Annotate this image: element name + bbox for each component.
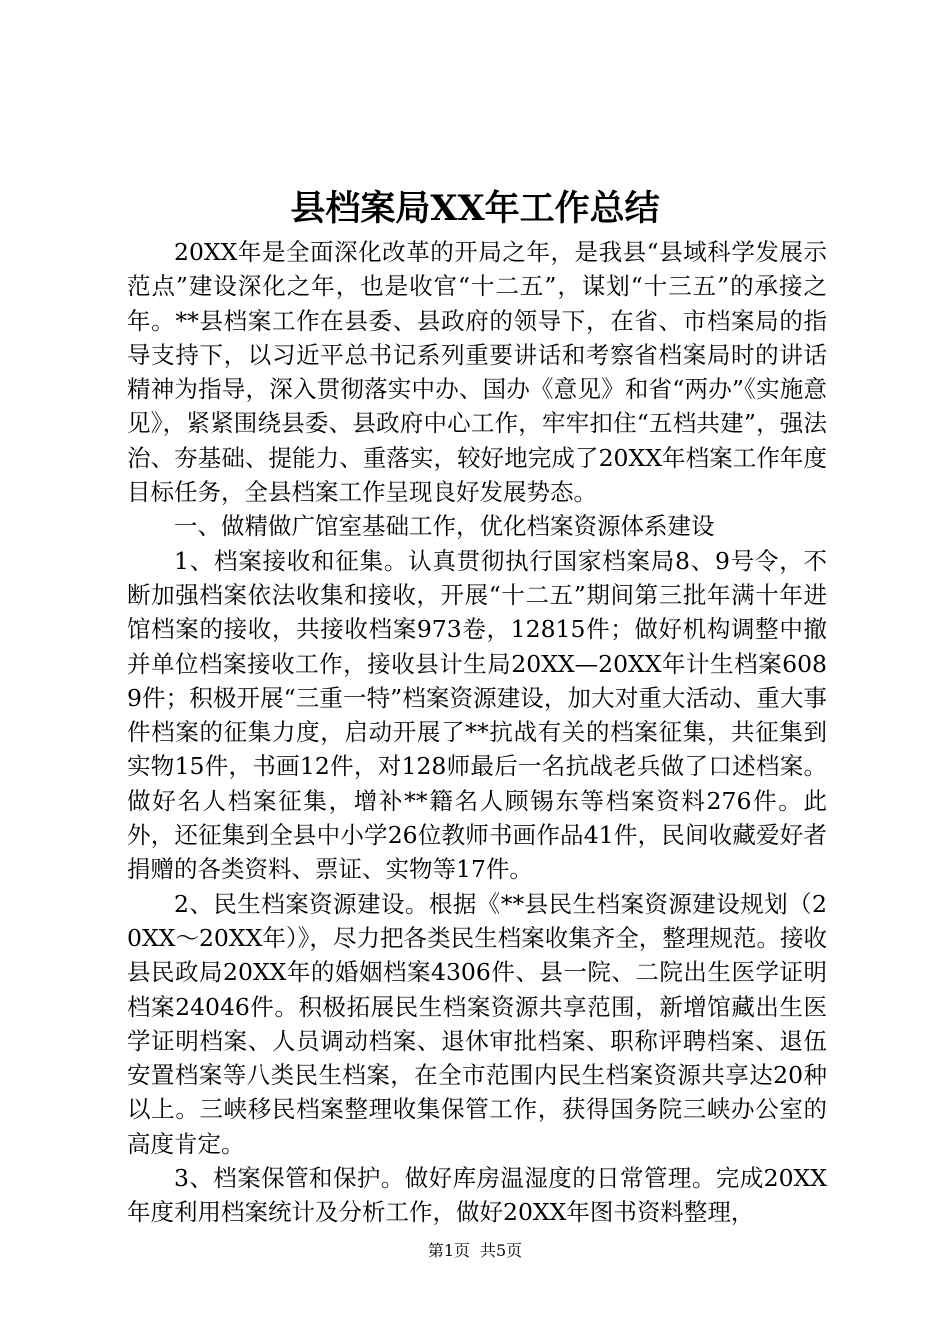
page-total: 共5页 [480, 1241, 523, 1260]
page-number: 第1页 [427, 1241, 470, 1260]
paragraph-archive-storage: 3、档案保管和保护。做好库房温湿度的日常管理。完成20XX年度利用档案统计及分析工作，做好20XX年图书资料整理， [127, 1164, 827, 1227]
section-heading-1: 一、做精做广馆室基础工作，优化档案资源体系建设 [174, 512, 715, 541]
paragraph-livelihood-archives: 2、民生档案资源建设。根据《**县民生档案资源建设规划（20XX～20XX年）》，尽力把各类民生档案收集齐全，整理规范。接收县民政局20XX年的婚姻档案4306件、县一院、二院出生医学证明档案24046件。积极拓展民生档案资源共享范围，新增馆藏出生医学证明档案、人员调动档案、退休审批档案、职称评聘档案、退伍安置档案等八类民生档案，在全市范围内民生档案资源共享达20种以上。三峡移民档案整理收集保管工作，获得国务院三峡办公室的高度肯定。 [127, 889, 827, 1158]
document-title: 县档案局XX年工作总结 [290, 188, 660, 229]
paragraph-intro: 20XX年是全面深化改革的开局之年，是我县“县域科学发展示范点”建设深化之年，也是收官“十二五”，谋划“十三五”的承接之年。**县档案工作在县委、县政府的领导下，在省、市档案局的指导支持下，以习近平总书记系列重要讲话和考察省档案局时的讲话精神为指导，深入贯彻落实中办、国办《意见》和省“两办”《实施意见》，紧紧围绕县委、县政府中心工作，牢牢扣住“五档共建”，强法治、夯基础、提能力、重落实，较好地完成了20XX年档案工作年度目标任务，全县档案工作呈现良好发展势态。 [127, 238, 827, 507]
paragraph-archive-collection: 1、档案接收和征集。认真贯彻执行国家档案局8、9号令，不断加强档案依法收集和接收，开展“十二五”期间第三批年满十年进馆档案的接收，共接收档案973卷，12815件；做好机构调整中撤并单位档案接收工作，接收县计生局20XX—20XX年计生档案6089件；积极开展“三重一特”档案资源建设，加大对重大活动、重大事件档案的征集力度，启动开展了**抗战有关的档案征集，共征集到实物15件，书画12件，对128师最后一名抗战老兵做了口述档案。做好名人档案征集，增补**籍名人顾锡东等档案资料276件。此外，还征集到全县中小学26位教师书画作品41件，民间收藏爱好者捐赠的各类资料、票证、实物等17件。 [127, 546, 827, 884]
document-body [127, 235, 827, 1230]
page-footer [0, 1239, 950, 1263]
